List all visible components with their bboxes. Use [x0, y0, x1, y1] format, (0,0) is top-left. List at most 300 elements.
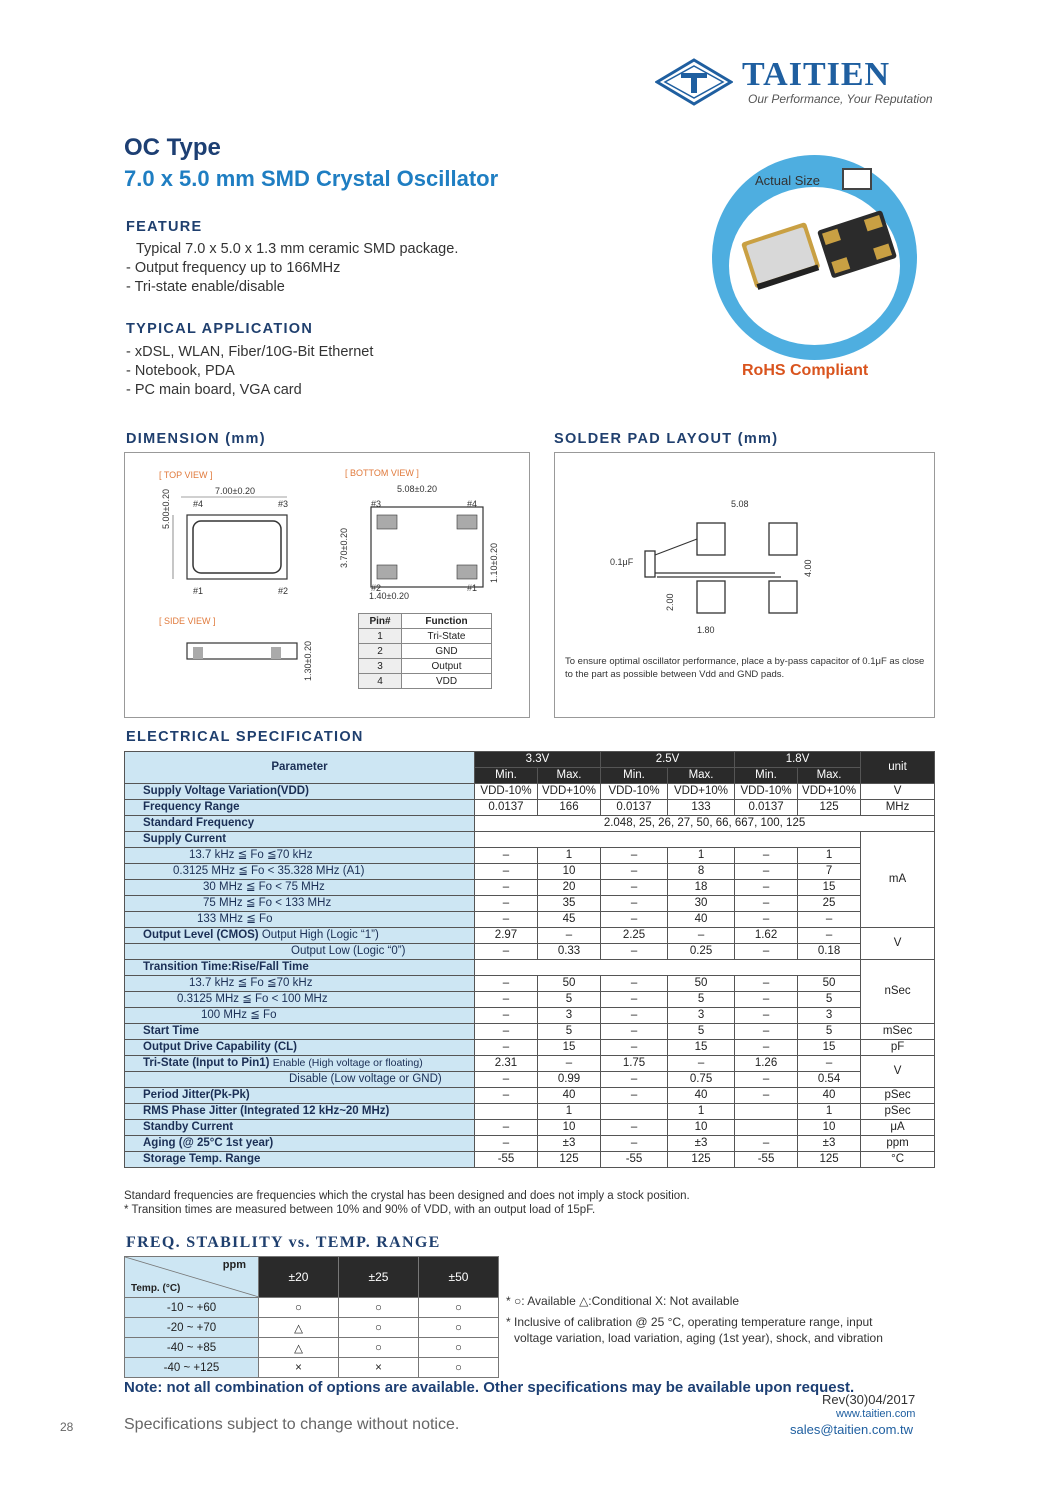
- table-cell: 35: [538, 896, 601, 912]
- solder-dim-180: 1.80: [697, 625, 715, 635]
- table-cell: ±3: [668, 1136, 735, 1152]
- table-cell: ±3: [798, 1136, 861, 1152]
- table-cell: –: [735, 848, 798, 864]
- table-cell: 20: [538, 880, 601, 896]
- row-title: Tri-State (Input to Pin1): [143, 1057, 270, 1069]
- table-header: unit: [861, 752, 935, 784]
- table-cell: Period Jitter(Pk-Pk): [125, 1088, 475, 1104]
- table-row: [125, 944, 935, 960]
- list-item: - Notebook, PDA: [126, 363, 235, 379]
- table-cell: 1: [668, 1104, 735, 1120]
- table-cell: 40: [798, 1088, 861, 1104]
- table-cell: ○: [419, 1298, 499, 1318]
- table-row: [125, 864, 935, 880]
- table-cell: 133: [668, 800, 735, 816]
- table-row: [125, 1298, 499, 1318]
- dim-110: 1.10±0.20: [489, 543, 499, 583]
- table-cell: –: [735, 1040, 798, 1056]
- pin-label: #4: [467, 499, 478, 509]
- table-cell: -20 ~ +70: [125, 1318, 259, 1338]
- table-cell: Supply Current: [125, 832, 475, 848]
- oscillator-image: [729, 187, 900, 345]
- table-header: [125, 1257, 259, 1298]
- legend-line: * Inclusive of calibration @ 25 °C, operating temperature range, input: [506, 1315, 873, 1329]
- table-cell: 3: [798, 1008, 861, 1024]
- table-header: ±50: [419, 1257, 499, 1298]
- list-item: - PC main board, VGA card: [126, 382, 302, 398]
- table-row: [125, 1088, 935, 1104]
- capacitor-label: 0.1μF: [610, 557, 634, 567]
- table-cell: –: [735, 1072, 798, 1088]
- table-cell: 7: [798, 864, 861, 880]
- table-cell: –: [475, 1088, 538, 1104]
- table-row: [125, 800, 935, 816]
- table-cell: –: [475, 1040, 538, 1056]
- table-cell: 1: [668, 848, 735, 864]
- solder-dim-508: 5.08: [731, 499, 749, 509]
- table-cell: 2.048, 25, 26, 27, 50, 66, 667, 100, 125: [475, 816, 935, 832]
- table-header: Pin#: [359, 614, 402, 629]
- side-view-label: [ SIDE VIEW ]: [159, 616, 216, 626]
- dim-height-5: 5.00±0.20: [161, 489, 171, 529]
- taitien-logo: [655, 58, 733, 106]
- pin-label: #2: [371, 583, 382, 593]
- table-row: [125, 1358, 499, 1378]
- table-cell: –: [735, 1024, 798, 1040]
- disclaimer: Specifications subject to change without notice.: [124, 1416, 460, 1433]
- table-cell: [735, 1104, 798, 1120]
- table-row: [125, 1104, 935, 1120]
- table-cell: 15: [538, 1040, 601, 1056]
- table-cell: 1.26: [735, 1056, 798, 1072]
- table-cell: 40: [668, 1088, 735, 1104]
- table-cell: –: [475, 944, 538, 960]
- table-cell: 125: [798, 800, 861, 816]
- table-row: [125, 1318, 499, 1338]
- table-cell: 8: [668, 864, 735, 880]
- table-cell: 10: [798, 1120, 861, 1136]
- table-cell: 15: [668, 1040, 735, 1056]
- table-cell: –: [735, 944, 798, 960]
- table-cell: 166: [538, 800, 601, 816]
- table-cell: 15: [798, 1040, 861, 1056]
- table-cell: –: [735, 880, 798, 896]
- table-cell: –: [475, 1008, 538, 1024]
- table-cell: [475, 1104, 538, 1120]
- dim-508: 5.08±0.20: [397, 484, 437, 494]
- temp-label: Temp. (°C): [131, 1283, 181, 1294]
- table-header: Min.: [475, 768, 538, 784]
- table-header-row: [125, 752, 935, 768]
- table-cell: –: [475, 976, 538, 992]
- table-cell: –: [475, 864, 538, 880]
- table-cell: –: [475, 848, 538, 864]
- table-cell: Transition Time:Rise/Fall Time: [125, 960, 475, 976]
- table-cell: 45: [538, 912, 601, 928]
- table-cell: –: [601, 1088, 668, 1104]
- table-cell: 13.7 kHz ≦ Fo ≦70 kHz: [125, 848, 475, 864]
- table-cell: –: [601, 944, 668, 960]
- pin-label: #3: [371, 499, 382, 509]
- rohs-label: RoHS Compliant: [742, 362, 869, 379]
- pin-label: #2: [278, 586, 289, 596]
- table-cell: –: [475, 992, 538, 1008]
- table-cell: VDD-10%: [475, 784, 538, 800]
- table-cell: 5: [798, 992, 861, 1008]
- table-cell: 40: [538, 1088, 601, 1104]
- table-row: [125, 1008, 935, 1024]
- table-cell: -40 ~ +85: [125, 1338, 259, 1358]
- table-cell: [735, 1120, 798, 1136]
- pin-label: #1: [467, 583, 478, 593]
- table-header: 3.3V: [475, 752, 601, 768]
- table-cell: ○: [419, 1338, 499, 1358]
- table-cell: 5: [798, 1024, 861, 1040]
- table-cell: 0.25: [668, 944, 735, 960]
- table-cell: 1: [538, 848, 601, 864]
- table-cell: 30: [668, 896, 735, 912]
- solder-dim-200: 2.00: [665, 593, 675, 611]
- actual-size-box: [842, 168, 872, 190]
- table-cell: [601, 1104, 668, 1120]
- actual-size-label: Actual Size: [755, 173, 821, 188]
- spec-note: * Transition times are measured between 10% and 90% of VDD, with an output load of 15pF.: [124, 1204, 596, 1216]
- table-cell: –: [601, 1040, 668, 1056]
- table-cell: 50: [798, 976, 861, 992]
- table-cell: –: [601, 1008, 668, 1024]
- table-cell: –: [475, 1024, 538, 1040]
- table-header: Min.: [601, 768, 668, 784]
- table-cell: mA: [861, 832, 935, 928]
- table-cell: [125, 928, 475, 944]
- application-list: [126, 343, 373, 400]
- table-cell: ○: [339, 1298, 419, 1318]
- list-item: - xDSL, WLAN, Fiber/10G-Bit Ethernet: [126, 344, 374, 360]
- table-cell: 50: [538, 976, 601, 992]
- legend-line: voltage variation, load variation, aging (1st year), shock, and vibration: [514, 1331, 883, 1345]
- table-cell: –: [475, 1136, 538, 1152]
- ppm-label: ppm: [222, 1259, 246, 1271]
- pin-label: #3: [278, 499, 289, 509]
- table-cell: 133 MHz ≦ Fo: [125, 912, 475, 928]
- freq-heading: FREQ. STABILITY vs. TEMP. RANGE: [126, 1234, 441, 1251]
- table-cell: Output Low (Logic “0”): [125, 944, 475, 960]
- table-cell: Standard Frequency: [125, 816, 475, 832]
- table-cell: 1: [359, 629, 402, 644]
- table-cell: 0.75: [668, 1072, 735, 1088]
- table-cell: -10 ~ +60: [125, 1298, 259, 1318]
- table-cell: –: [601, 992, 668, 1008]
- table-row: [125, 976, 935, 992]
- solder-heading: SOLDER PAD LAYOUT (mm): [554, 431, 779, 447]
- table-cell: –: [601, 880, 668, 896]
- table-cell: –: [475, 912, 538, 928]
- table-cell: –: [668, 928, 735, 944]
- table-cell: VDD-10%: [735, 784, 798, 800]
- table-cell: Output: [402, 659, 492, 674]
- table-cell: 5: [668, 1024, 735, 1040]
- table-cell: VDD-10%: [601, 784, 668, 800]
- table-header: Max.: [668, 768, 735, 784]
- feature-list: [126, 240, 458, 297]
- table-cell: –: [735, 912, 798, 928]
- table-header: Max.: [538, 768, 601, 784]
- table-cell: –: [601, 1024, 668, 1040]
- table-header: 1.8V: [735, 752, 861, 768]
- solder-panel: [554, 452, 935, 718]
- table-cell: ×: [339, 1358, 419, 1378]
- table-cell: 3: [359, 659, 402, 674]
- table-cell: V: [861, 1056, 935, 1088]
- table-cell: 5: [538, 992, 601, 1008]
- table-cell: pF: [861, 1040, 935, 1056]
- table-cell: 0.0137: [601, 800, 668, 816]
- table-row: [125, 1136, 935, 1152]
- table-row: [125, 960, 935, 976]
- spec-note: Standard frequencies are frequencies which the crystal has been designed and does not imply a stock position.: [124, 1190, 690, 1202]
- table-cell: –: [798, 912, 861, 928]
- table-row: [125, 1024, 935, 1040]
- table-cell: –: [601, 976, 668, 992]
- table-cell: 2.97: [475, 928, 538, 944]
- dim-pad: 1.40±0.20: [369, 591, 409, 601]
- pin-label: #1: [193, 586, 204, 596]
- table-cell: -40 ~ +125: [125, 1358, 259, 1378]
- table-cell: –: [601, 1120, 668, 1136]
- table-header-row: [125, 1257, 499, 1298]
- table-row: [125, 848, 935, 864]
- list-item: - Output frequency up to 166MHz: [126, 260, 341, 276]
- table-cell: Aging (@ 25°C 1st year): [125, 1136, 475, 1152]
- table-row: [125, 928, 935, 944]
- top-view-label: [ TOP VIEW ]: [159, 470, 213, 480]
- table-row: [359, 644, 492, 659]
- table-cell: -55: [475, 1152, 538, 1168]
- dimension-panel: [124, 452, 530, 718]
- table-row: [125, 1152, 935, 1168]
- table-cell: -55: [735, 1152, 798, 1168]
- table-cell: μA: [861, 1120, 935, 1136]
- table-cell: –: [601, 864, 668, 880]
- table-row: [125, 1072, 935, 1088]
- table-cell: mSec: [861, 1024, 935, 1040]
- table-cell: 1: [538, 1104, 601, 1120]
- table-cell: Tri-State: [402, 629, 492, 644]
- table-cell: VDD+10%: [538, 784, 601, 800]
- table-cell: ×: [259, 1358, 339, 1378]
- table-cell: 1: [798, 1104, 861, 1120]
- bottom-view-label: [ BOTTOM VIEW ]: [345, 468, 419, 478]
- table-cell: 18: [668, 880, 735, 896]
- table-cell: ○: [339, 1338, 419, 1358]
- table-cell: VDD+10%: [668, 784, 735, 800]
- table-cell: 0.18: [798, 944, 861, 960]
- table-row: [125, 784, 935, 800]
- table-cell: ○: [419, 1318, 499, 1338]
- table-cell: –: [735, 896, 798, 912]
- table-row: [125, 992, 935, 1008]
- table-row: [125, 832, 935, 848]
- table-cell: –: [475, 896, 538, 912]
- table-cell: Standby Current: [125, 1120, 475, 1136]
- table-cell: △: [259, 1338, 339, 1358]
- table-row: [125, 912, 935, 928]
- table-cell: 5: [538, 1024, 601, 1040]
- table-cell: –: [601, 1136, 668, 1152]
- dim-370: 3.70±0.20: [339, 528, 349, 568]
- table-cell: ○: [259, 1298, 339, 1318]
- table-cell: Supply Voltage Variation(VDD): [125, 784, 475, 800]
- table-cell: 1.62: [735, 928, 798, 944]
- table-cell: GND: [402, 644, 492, 659]
- table-cell: 0.99: [538, 1072, 601, 1088]
- table-cell: 25: [798, 896, 861, 912]
- table-cell: 125: [798, 1152, 861, 1168]
- spec-table: [124, 751, 935, 1168]
- pin-label: #4: [193, 499, 204, 509]
- table-cell: °C: [861, 1152, 935, 1168]
- spec-heading: ELECTRICAL SPECIFICATION: [126, 729, 364, 745]
- table-cell: 0.3125 MHz ≦ Fo < 35.328 MHz (A1): [125, 864, 475, 880]
- table-cell: –: [735, 1136, 798, 1152]
- brand-name: TAITIEN: [742, 56, 891, 93]
- page-subtitle: 7.0 x 5.0 mm SMD Crystal Oscillator: [124, 166, 499, 191]
- table-cell: –: [735, 992, 798, 1008]
- spec-notes: [124, 1189, 690, 1217]
- table-cell: –: [735, 1088, 798, 1104]
- table-cell: 50: [668, 976, 735, 992]
- feature-heading: FEATURE: [126, 219, 203, 235]
- side-view-drawing: [183, 637, 313, 667]
- table-row: [125, 1056, 935, 1072]
- table-cell: pSec: [861, 1104, 935, 1120]
- table-cell: Frequency Range: [125, 800, 475, 816]
- table-cell: 30 MHz ≦ Fo < 75 MHz: [125, 880, 475, 896]
- table-cell: -55: [601, 1152, 668, 1168]
- table-cell: VDD: [402, 674, 492, 689]
- availability-note: Note: not all combination of options are available. Other specifications may be available upon request.: [124, 1379, 855, 1396]
- freq-table: [124, 1256, 499, 1378]
- table-row: [359, 659, 492, 674]
- freq-legend: [506, 1293, 883, 1346]
- table-cell: 1.75: [601, 1056, 668, 1072]
- table-cell: 10: [538, 1120, 601, 1136]
- table-cell: 4: [359, 674, 402, 689]
- table-cell: V: [861, 928, 935, 960]
- table-header: ±20: [259, 1257, 339, 1298]
- table-cell: 15: [798, 880, 861, 896]
- table-header: Parameter: [125, 752, 475, 784]
- table-cell: 10: [538, 864, 601, 880]
- table-cell: 10: [668, 1120, 735, 1136]
- table-header: 2.5V: [601, 752, 735, 768]
- table-cell: –: [538, 928, 601, 944]
- table-cell: 100 MHz ≦ Fo: [125, 1008, 475, 1024]
- table-cell: MHz: [861, 800, 935, 816]
- solder-pad-drawing: [615, 489, 865, 639]
- list-item: - Tri-state enable/disable: [126, 279, 285, 295]
- table-cell: 3: [538, 1008, 601, 1024]
- page-title: OC Type: [124, 134, 221, 161]
- solder-dim-400: 4.00: [803, 559, 813, 577]
- table-header: Function: [402, 614, 492, 629]
- table-cell: –: [475, 880, 538, 896]
- brand-tagline: Our Performance, Your Reputation: [748, 92, 933, 106]
- table-cell: 0.0137: [735, 800, 798, 816]
- dim-width-7: 7.00±0.20: [215, 486, 255, 496]
- website-link[interactable]: www.taitien.com: [836, 1408, 916, 1420]
- table-header: Max.: [798, 768, 861, 784]
- table-cell: 0.54: [798, 1072, 861, 1088]
- table-cell: [125, 1056, 475, 1072]
- table-row: [359, 629, 492, 644]
- table-cell: ±3: [538, 1136, 601, 1152]
- table-row: [125, 1120, 935, 1136]
- table-cell: nSec: [861, 960, 935, 1024]
- table-cell: –: [601, 848, 668, 864]
- table-cell: 40: [668, 912, 735, 928]
- table-cell: 3: [668, 1008, 735, 1024]
- table-row: [125, 896, 935, 912]
- row-title: Output Level (CMOS): [143, 929, 259, 941]
- table-cell: △: [259, 1318, 339, 1338]
- table-cell: –: [798, 1056, 861, 1072]
- application-heading: TYPICAL APPLICATION: [126, 321, 314, 337]
- table-cell: –: [735, 1008, 798, 1024]
- table-cell: VDD+10%: [798, 784, 861, 800]
- table-cell: –: [601, 896, 668, 912]
- pin-table: [358, 613, 492, 689]
- table-cell: 13.7 kHz ≦ Fo ≦70 kHz: [125, 976, 475, 992]
- table-cell: Start Time: [125, 1024, 475, 1040]
- legend-line: * ○: Available △:Conditional X: Not available: [506, 1294, 740, 1308]
- table-header: Min.: [735, 768, 798, 784]
- table-cell: –: [601, 912, 668, 928]
- table-cell: –: [668, 1056, 735, 1072]
- table-cell: 0.0137: [475, 800, 538, 816]
- table-row: [125, 1040, 935, 1056]
- table-cell: Output Drive Capability (CL): [125, 1040, 475, 1056]
- table-cell: 0.33: [538, 944, 601, 960]
- table-cell: Storage Temp. Range: [125, 1152, 475, 1168]
- table-cell: –: [798, 928, 861, 944]
- revision: Rev(30)04/2017: [822, 1392, 916, 1407]
- table-cell: ppm: [861, 1136, 935, 1152]
- solder-note: To ensure optimal oscillator performance, place a by-pass capacitor of 0.1μF as close to the part as possible between Vdd and GND pads.: [565, 656, 925, 680]
- table-row: [125, 1338, 499, 1358]
- table-cell: –: [601, 1072, 668, 1088]
- table-cell: –: [475, 1120, 538, 1136]
- table-cell: ○: [339, 1318, 419, 1338]
- table-cell: –: [538, 1056, 601, 1072]
- table-cell: V: [861, 784, 935, 800]
- table-cell: 125: [668, 1152, 735, 1168]
- table-cell: 2: [359, 644, 402, 659]
- table-cell: Disable (Low voltage or GND): [125, 1072, 475, 1088]
- table-row: [125, 816, 935, 832]
- table-cell: –: [475, 1072, 538, 1088]
- table-row: [125, 880, 935, 896]
- table-header: ±25: [339, 1257, 419, 1298]
- table-cell: 5: [668, 992, 735, 1008]
- list-item: Typical 7.0 x 5.0 x 1.3 mm ceramic SMD package.: [136, 241, 459, 257]
- table-cell: RMS Phase Jitter (Integrated 12 kHz~20 MHz): [125, 1104, 475, 1120]
- table-cell: 0.3125 MHz ≦ Fo < 100 MHz: [125, 992, 475, 1008]
- table-cell: 125: [538, 1152, 601, 1168]
- table-header-row: [359, 614, 492, 629]
- table-cell: 2.25: [601, 928, 668, 944]
- email-link[interactable]: sales@taitien.com.tw: [790, 1422, 914, 1437]
